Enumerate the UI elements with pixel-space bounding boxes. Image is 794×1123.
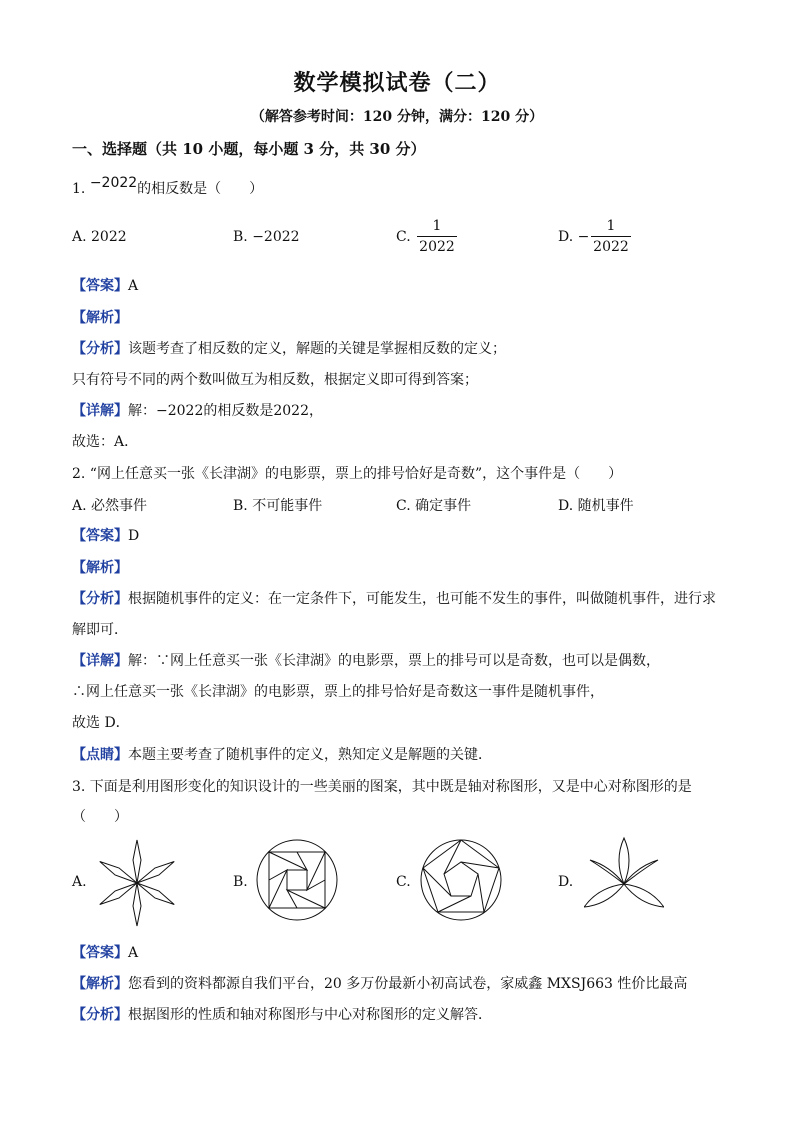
- answer-line: [72, 942, 138, 962]
- option-b: B. −2022: [233, 229, 300, 245]
- fenxi-tag: 【分析】: [72, 591, 128, 607]
- analysis-tag: 【解析】: [72, 976, 128, 992]
- detail-line: [72, 400, 323, 420]
- dianjing-tag: 【点睛】: [72, 747, 128, 763]
- answer-tag: 【答案】: [72, 528, 128, 544]
- analysis-line-2: 解即可．: [72, 622, 128, 638]
- figure-b-square-pinwheel: [255, 838, 339, 922]
- analysis-line: [72, 338, 506, 358]
- option-d: D.: [558, 874, 574, 890]
- figure-a-star-flower: [96, 838, 178, 928]
- option-d: D. −: [558, 229, 590, 245]
- fenxi-tag: 【分析】: [72, 1007, 128, 1023]
- xiangjie-tag: 【详解】: [72, 653, 128, 669]
- detail-line: [72, 650, 660, 670]
- answer-value: A: [128, 278, 139, 294]
- xiangjie-text: 解：−2022的相反数是2022，: [128, 403, 323, 419]
- option-c: C.: [396, 229, 411, 245]
- fenxi-text: 该题考查了相反数的定义，解题的关键是掌握相反数的定义；: [128, 341, 506, 357]
- analysis-line: [72, 973, 687, 993]
- question-1: [72, 175, 264, 198]
- comment-line: [72, 744, 492, 764]
- analysis-tag: 【解析】: [72, 310, 128, 326]
- option-c-fraction: [417, 217, 457, 256]
- page-title: 数学模拟试卷（二）: [293, 70, 501, 96]
- question-text: 的相反数是（ ）: [137, 181, 264, 197]
- fraction-denominator: 2022: [593, 239, 629, 255]
- question-number: 1.: [72, 181, 86, 197]
- analysis-line-2: [72, 1004, 492, 1024]
- option-b: B. 不可能事件: [233, 498, 323, 514]
- option-c: C. 确定事件: [396, 498, 472, 514]
- xiangjie-tag: 【详解】: [72, 403, 128, 419]
- analysis-line-2: 只有符号不同的两个数叫做互为相反数，根据定义即可得到答案；: [72, 372, 478, 388]
- fraction-numerator: 1: [432, 218, 442, 234]
- page-subtitle: （解答参考时间：120 分钟，满分：120 分）: [250, 109, 544, 125]
- option-b: B.: [233, 874, 248, 890]
- dianjing-text: 本题主要考查了随机事件的定义，熟知定义是解题的关键．: [128, 747, 492, 763]
- fenxi-tag: 【分析】: [72, 341, 128, 357]
- question-3-paren: （ ）: [72, 809, 128, 825]
- analysis-line: [72, 588, 716, 608]
- xiangjie-text: 解：∵网上任意买一张《长津湖》的电影票，票上的排号可以是奇数，也可以是偶数，: [128, 653, 660, 669]
- answer-value: A: [128, 945, 139, 961]
- conclusion-line: 故选：A．: [72, 434, 139, 450]
- figure-d-three-petal: [584, 836, 664, 926]
- figure-c-pentagon-star: [416, 838, 506, 922]
- answer-tag: 【答案】: [72, 278, 128, 294]
- question-2: 2. “网上任意买一张《长津湖》的电影票，票上的排号恰好是奇数”，这个事件是（ ）: [72, 466, 623, 482]
- detail-line-2: ∴网上任意买一张《长津湖》的电影票，票上的排号恰好是奇数这一事件是随机事件，: [72, 684, 604, 700]
- fraction-denominator: 2022: [419, 239, 455, 255]
- option-d: D. 随机事件: [558, 498, 634, 514]
- question-3: 3. 下面是利用图形变化的知识设计的一些美丽的图案，其中既是轴对称图形，又是中心对称图形的是: [72, 779, 692, 795]
- option-a: A.: [72, 874, 87, 890]
- option-a: A. 2022: [72, 229, 127, 245]
- answer-line: [72, 525, 139, 545]
- question-expression: −2022: [89, 175, 138, 191]
- answer-line: [72, 275, 138, 295]
- conclusion-line: 故选 D．: [72, 715, 130, 731]
- answer-value: D: [128, 528, 140, 544]
- analysis-tag: 【解析】: [72, 560, 128, 576]
- answer-tag: 【答案】: [72, 945, 128, 961]
- option-d-fraction: [591, 217, 631, 256]
- section-heading: 一、选择题（共 10 小题，每小题 3 分，共 30 分）: [72, 140, 426, 158]
- fenxi-text: 根据图形的性质和轴对称图形与中心对称图形的定义解答．: [128, 1007, 492, 1023]
- fraction-numerator: 1: [606, 218, 616, 234]
- option-c: C.: [396, 874, 411, 890]
- analysis-note: 您看到的资料都源自我们平台，20 多万份最新小初高试卷，家威鑫 MXSJ663 性价比最高: [128, 976, 688, 992]
- fenxi-text: 根据随机事件的定义：在一定条件下，可能发生，也可能不发生的事件，叫做随机事件，进行求: [128, 591, 716, 607]
- option-a: A. 必然事件: [72, 498, 148, 514]
